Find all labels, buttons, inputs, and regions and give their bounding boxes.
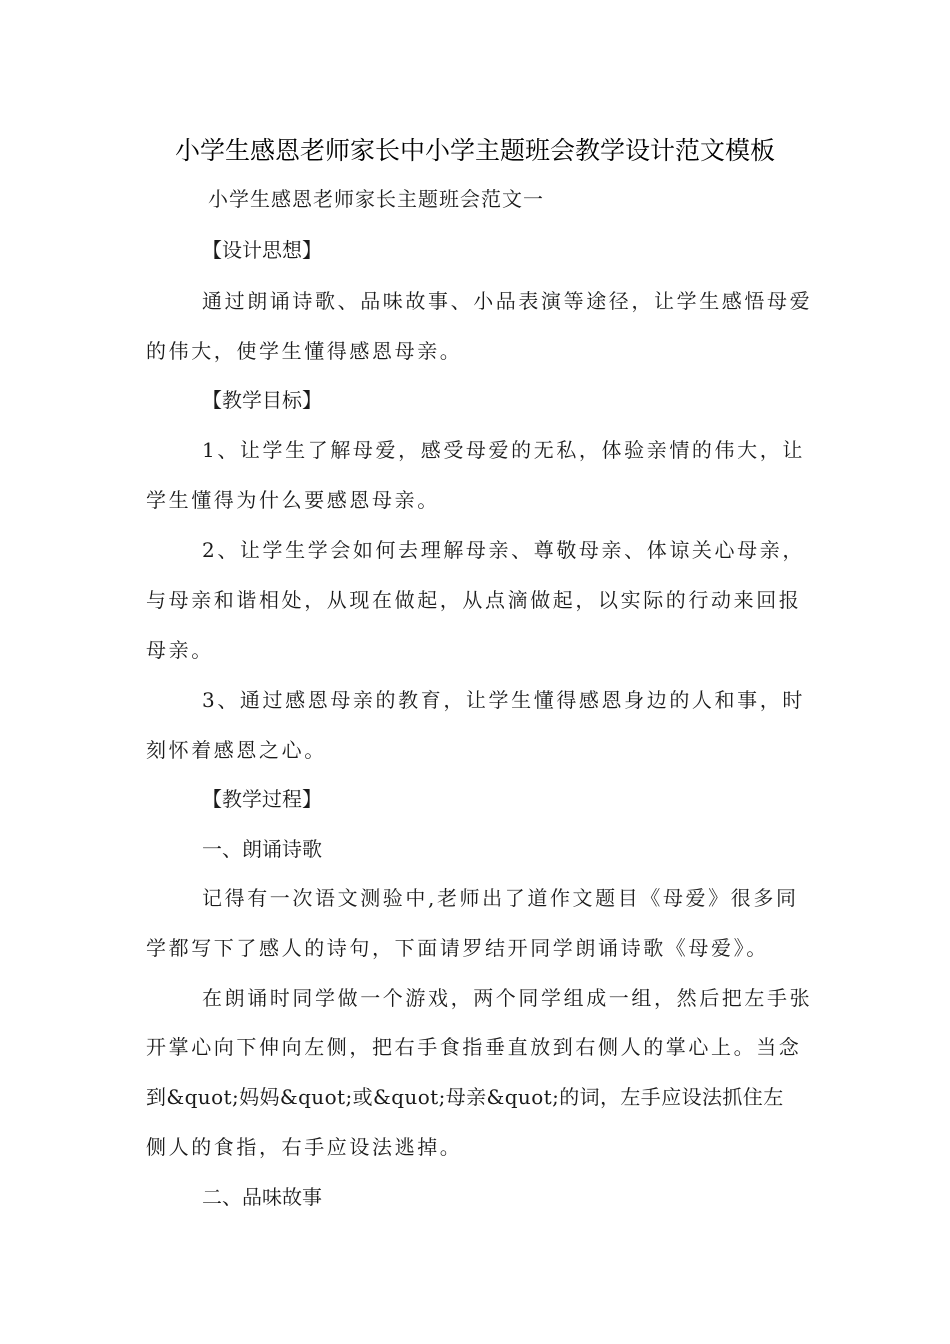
paragraph-line: 学生懂得为什么要感恩母亲。 (146, 488, 440, 512)
design-heading: 【设计思想】 (202, 238, 322, 262)
paragraph-line: 2、让学生学会如何去理解母亲、尊敬母亲、体谅关心母亲， (202, 538, 805, 562)
paragraph-line: 的伟大，使学生懂得感恩母亲。 (146, 339, 463, 363)
paragraph-line: 到&quot;妈妈&quot;或&quot;母亲&quot;的词，左手应设法抓住左 (146, 1085, 784, 1109)
paragraph-line: 刻怀着感恩之心。 (146, 738, 327, 762)
paragraph-line: 记得有一次语文测验中,老师出了道作文题目《母爱》很多同 (202, 886, 799, 910)
step-1-heading: 一、朗诵诗歌 (202, 837, 322, 861)
paragraph-line: 开掌心向下伸向左侧，把右手食指垂直放到右侧人的掌心上。当念 (146, 1035, 802, 1059)
document-subtitle: 小学生感恩老师家长主题班会范文一 (208, 187, 544, 211)
process-heading: 【教学过程】 (202, 787, 322, 811)
paragraph-line: 1、让学生了解母爱，感受母爱的无私，体验亲情的伟大，让 (202, 438, 805, 462)
step-2-heading: 二、品味故事 (202, 1185, 322, 1209)
paragraph-line: 通过朗诵诗歌、品味故事、小品表演等途径，让学生感悟母爱 (202, 289, 813, 313)
paragraph-line: 母亲。 (146, 638, 214, 662)
paragraph-line: 学都写下了感人的诗句，下面请罗结开同学朗诵诗歌《母爱》。 (146, 936, 769, 960)
paragraph-line: 侧人的食指，右手应设法逃掉。 (146, 1135, 463, 1159)
paragraph-line: 在朗诵时同学做一个游戏，两个同学组成一组，然后把左手张 (202, 986, 813, 1010)
document-title: 小学生感恩老师家长中小学主题班会教学设计范文模板 (174, 136, 775, 165)
goals-heading: 【教学目标】 (202, 388, 322, 412)
paragraph-line: 与母亲和谐相处，从现在做起，从点滴做起，以实际的行动来回报 (146, 588, 802, 612)
paragraph-line: 3、通过感恩母亲的教育，让学生懂得感恩身边的人和事，时 (202, 688, 805, 712)
